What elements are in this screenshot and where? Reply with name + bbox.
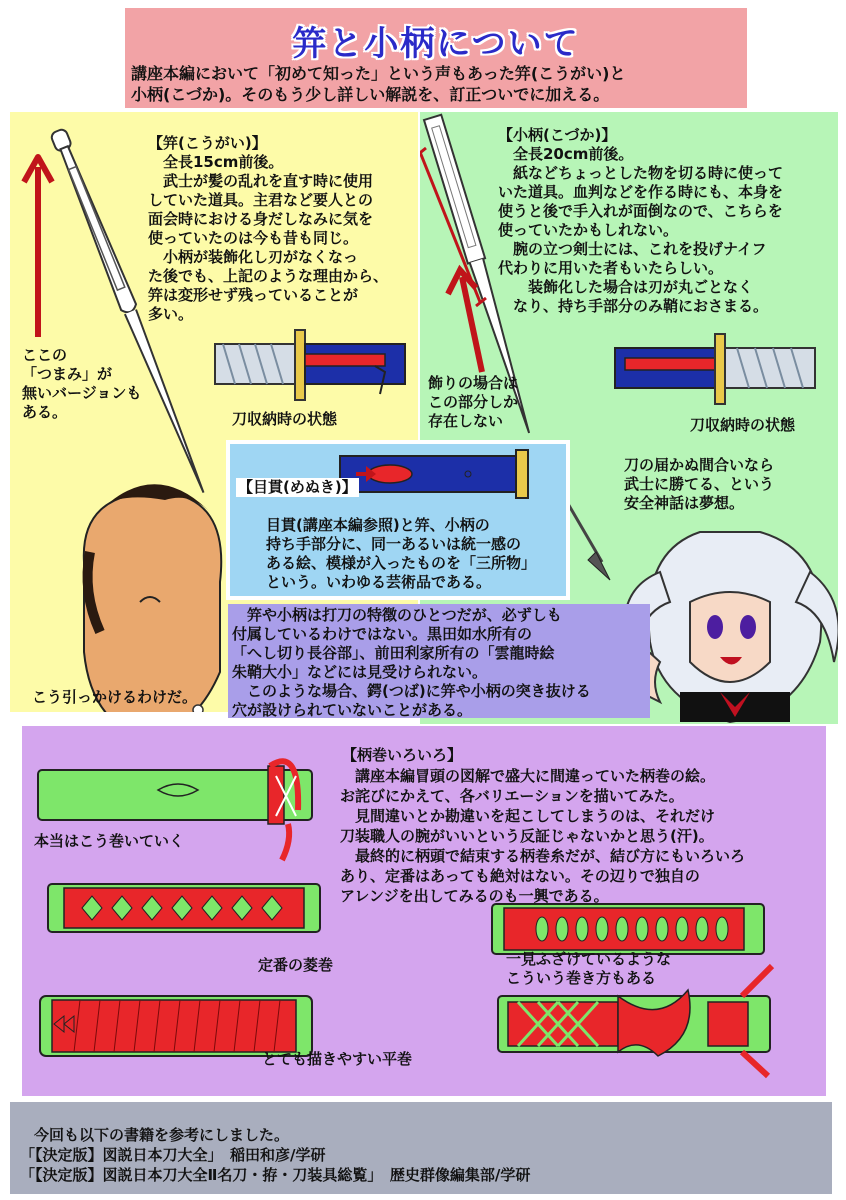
caption-hishimaki: 定番の菱巻 xyxy=(258,956,334,974)
reference-book-1: 「【決定版】図説日本刀大全」 稲田和彦/学研 xyxy=(20,1146,326,1164)
caption-true-wrap: 本当はこう巻いていく xyxy=(34,832,185,850)
kougai-heading: 【笄(こうがい)】 xyxy=(148,134,267,152)
kozuka-body: 全長20cm前後。 紙などちょっとした物を切る時に使って いた道具。血判などを作る時にも、本身を 使うと後で手入れが面倒なので、こちらを 使っていたかもしれない。 腕の立つ剣士には、これを投げナイフ 代わりに用いた者もいたらしい。 装飾化した場合は刃が丸ごとなく なり、持ち手部分のみ鞘におさまる。 xyxy=(498,145,784,315)
kougai-no-grip-note: ここの 「つまみ」が 無いバージョンも ある。 xyxy=(22,346,142,421)
reference-book-2: 「【決定版】図説日本刀大全Ⅱ名刀・拵・刀装具総覧」 歴史群像編集部/学研 xyxy=(20,1166,531,1184)
intro-text: 講座本編において「初めて知った」という声もあった笄(こうがい)と 小柄(こづか)。そのもう少し詳しい解説を、訂正ついでに加える。 xyxy=(131,64,626,104)
references-panel xyxy=(10,1102,832,1194)
title-banner xyxy=(125,8,747,108)
tsukamaki-body: 講座本編冒頭の図解で盛大に間違っていた柄巻の絵。 お詫びにかえて、各バリエーションを描いてみた。 見間違いとか勘違いを起こしてしまうのは、それだけ 刀装職人の腕がいいという反証じゃないかと思う(汗)。 最終的に柄頭で結束する柄巻糸だが、結び方にもいろいろ あり、定番はあっても絶対はない。その辺りで独自の アレンジを出してみるのも一興である。 xyxy=(340,767,746,905)
menuki-body: 目貫(講座本編参照)と笄、小柄の 持ち手部分に、同一あるいは統一感の ある絵、模様が入ったものを「三所物」 という。いわゆる芸術品である。 xyxy=(266,516,537,591)
kougai-sheathed-caption: 刀収納時の状態 xyxy=(232,410,338,428)
caption-hiramaki: とても描きやすい平巻 xyxy=(262,1050,413,1068)
page-title: 笄と小柄について xyxy=(292,24,580,64)
tsukamaki-heading: 【柄巻いろいろ】 xyxy=(342,746,463,764)
kozuka-sheathed-caption: 刀収納時の状態 xyxy=(690,416,796,434)
attachment-note-panel xyxy=(228,604,650,718)
kougai-hook-caption: こう引っかけるわけだ。 xyxy=(32,688,198,706)
menuki-panel xyxy=(226,440,570,600)
caption-playful-wrap: 一見ふざけているような こういう巻き方もある xyxy=(506,950,672,987)
tsukamaki-panel xyxy=(22,726,826,1096)
kozuka-decor-note: 飾りの場合は この部分しか 存在しない xyxy=(428,374,519,430)
attachment-note: 笄や小柄は打刀の特徴のひとつだが、必ずしも 付属しているわけではない。黒田如水所有の 「へし切り長谷部」、前田利家所有の「雲龍時絵 朱鞘大小」などには見受けられない。 このような場合、鍔(つば)に笄や小柄の突き抜ける 穴が設けられていないことがある。 xyxy=(232,606,591,719)
references-intro: 今回も以下の書籍を参考にしました。 xyxy=(34,1126,290,1144)
menuki-label: 【目貫(めぬき)】 xyxy=(238,478,357,496)
kozuka-heading: 【小柄(こづか)】 xyxy=(498,126,617,144)
kougai-body: 全長15cm前後。 武士が髪の乱れを直す時に使用 していた道具。主君など要人との 面会時における身だしなみに気を 使っていたのは今も昔も同じ。 小柄が装飾化し刃がなくなっ た後でも、上記のような理由から、 笄は変形せず残っていることが 多い。 xyxy=(148,153,389,323)
character-quote: 刀の届かぬ間合いなら 武士に勝てる、という 安全神話は夢想。 xyxy=(624,456,775,512)
